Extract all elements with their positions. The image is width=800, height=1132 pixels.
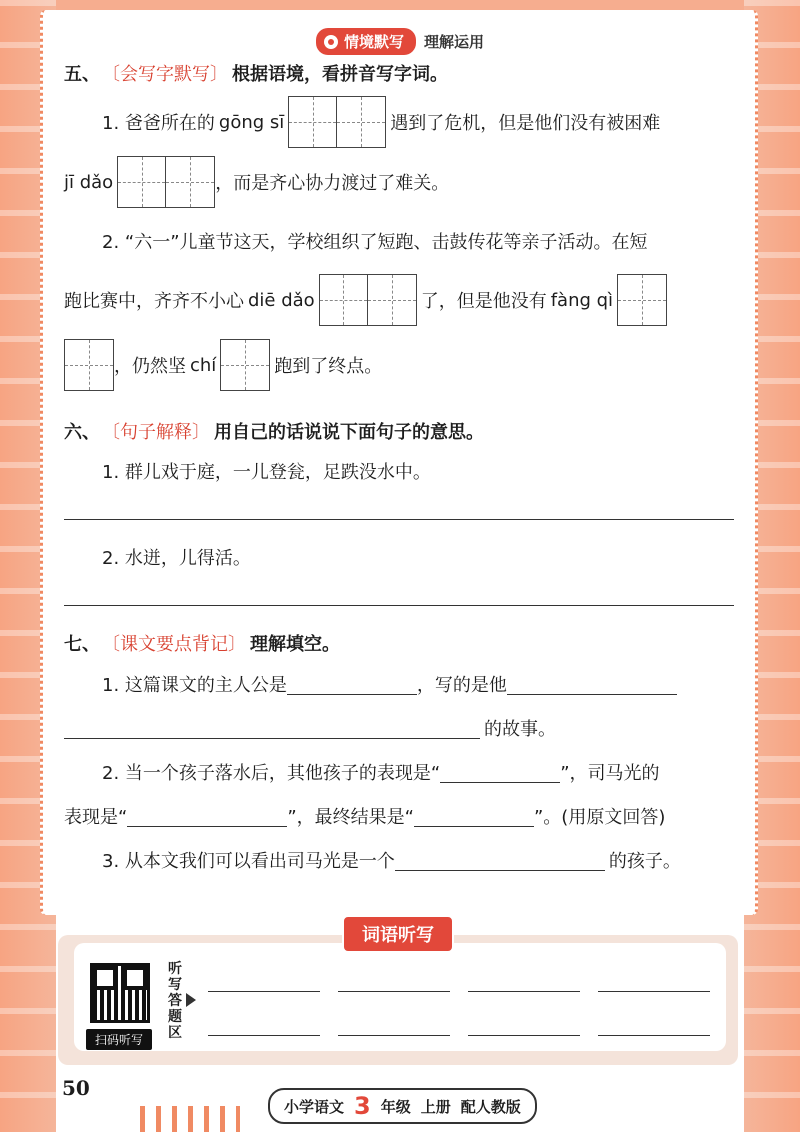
dictation-line[interactable] — [598, 991, 710, 992]
s7-q2-text-d: ”，最终结果是“ — [287, 807, 414, 828]
dictation-line[interactable] — [208, 991, 320, 992]
main-content — [64, 60, 734, 882]
s7-q1-text-c: 的故事。 — [484, 719, 556, 740]
s5-q2-text-a: 2. “六一”儿童节这天，学校组织了短跑、击鼓传花等亲子活动。在短 — [102, 232, 648, 253]
section-7-tag: 〔 课文要点背记 〕 — [102, 630, 246, 656]
s5-q2-text-b: 跑比赛中，齐齐不小心 — [64, 291, 244, 312]
writing-box[interactable] — [65, 340, 113, 390]
writing-box[interactable] — [289, 97, 337, 147]
s5-q1-writing-boxes-1[interactable] — [288, 96, 386, 148]
s6-q1-answer-line[interactable] — [64, 484, 734, 520]
dictation-line[interactable] — [208, 1035, 320, 1036]
s5-q1-line1 — [64, 92, 734, 152]
dictation-line[interactable] — [338, 1035, 450, 1036]
section-5-instruction: 根据语境，看拼音写字词。 — [232, 64, 448, 85]
s7-q2-line1 — [64, 750, 734, 794]
section-5-number: 五、 — [64, 64, 100, 85]
s5-q1-line2 — [64, 152, 734, 212]
writing-box[interactable] — [118, 157, 166, 207]
s5-q2-line1 — [64, 212, 734, 270]
section-7-number: 七、 — [64, 634, 100, 655]
dictation-section — [58, 925, 738, 1065]
edition-label: 配人教版 — [460, 1097, 521, 1116]
s7-q2-text-e: ”。(用原文回答) — [533, 807, 666, 828]
s7-q1-text-b: ，写的是他 — [416, 675, 507, 696]
page-header — [0, 28, 800, 55]
s7-q3-text-b: 的孩子。 — [608, 851, 681, 872]
s7-q2-text-b: ”，司马光的 — [560, 763, 660, 784]
section-7-instruction: 理解填空。 — [250, 634, 340, 655]
clock-icon — [324, 35, 338, 49]
page-number: 50 — [62, 1076, 90, 1100]
writing-box[interactable] — [166, 157, 214, 207]
s7-q2-line2 — [64, 794, 734, 838]
grade-label: 年级 — [380, 1097, 411, 1116]
dictation-title: 词语听写 — [342, 915, 454, 953]
s7-q3-blank[interactable] — [395, 849, 605, 871]
s5-q2-writing-boxes-3[interactable] — [64, 339, 114, 391]
dictation-line[interactable] — [468, 1035, 580, 1036]
s5-q1-text-c: ，而是齐心协力渡过了难关。 — [215, 173, 450, 194]
writing-box[interactable] — [618, 275, 666, 325]
s6-q2-answer-line[interactable] — [64, 570, 734, 606]
s7-q2-blank-1[interactable] — [440, 761, 560, 783]
s7-q1-line2 — [64, 706, 734, 750]
edition-badge — [268, 1088, 537, 1124]
section-6-number: 六、 — [64, 422, 100, 443]
s5-q1-pinyin-2: jī dǎo — [64, 171, 114, 193]
section-5-tag: 〔 会写字默写 〕 — [102, 60, 228, 86]
s7-q1-blank-3[interactable] — [64, 717, 480, 739]
s5-q1-text-b: 遇到了危机，但是他们没有被困难 — [390, 113, 661, 134]
s7-q1-blank-1[interactable] — [287, 673, 417, 695]
writing-box[interactable] — [320, 275, 368, 325]
section-7-title — [64, 630, 734, 656]
s7-q2-blank-2[interactable] — [127, 805, 287, 827]
section-6-title — [64, 418, 734, 444]
s7-q1-blank-2[interactable] — [507, 673, 677, 695]
writing-box[interactable] — [221, 340, 269, 390]
writing-box[interactable] — [337, 97, 385, 147]
header-subtitle: 理解运用 — [424, 33, 485, 51]
s5-q1-writing-boxes-2[interactable] — [117, 156, 215, 208]
s7-q2-text-a: 2. 当一个孩子落水后，其他孩子的表现是“ — [102, 763, 441, 784]
qr-code-icon[interactable] — [90, 963, 150, 1023]
section-5-title — [64, 60, 734, 86]
s7-q3-text-a: 3. 从本文我们可以看出司马光是一个 — [102, 851, 395, 872]
dictation-area-label: 听写答题区 — [168, 961, 182, 1041]
writing-box[interactable] — [368, 275, 416, 325]
dictation-line[interactable] — [338, 991, 450, 992]
s5-q2-line3 — [64, 330, 734, 400]
s5-q2-text-c: 了，但是他没有 — [420, 291, 547, 312]
page-footer — [0, 1068, 800, 1132]
s5-q2-writing-boxes-4[interactable] — [220, 339, 270, 391]
footer-stripes-decoration — [140, 1106, 240, 1132]
subject-label: 小学语文 — [284, 1097, 345, 1116]
s5-q2-pinyin-2: fàng qì — [550, 289, 614, 311]
s5-q2-writing-boxes-1[interactable] — [319, 274, 417, 326]
s5-q1-text-a: 1. 爸爸所在的 — [102, 113, 215, 134]
dictation-line[interactable] — [598, 1035, 710, 1036]
s5-q2-writing-boxes-2[interactable] — [617, 274, 667, 326]
s6-q2: 2. 水迸，儿得活。 — [102, 548, 251, 569]
s5-q1-pinyin-1: gōng sī — [218, 111, 285, 133]
dictation-answer-panel — [74, 943, 726, 1051]
dictation-line[interactable] — [468, 991, 580, 992]
s5-q2-pinyin-1: diē dǎo — [248, 289, 315, 311]
s7-q1-text-a: 1. 这篇课文的主人公是 — [102, 675, 287, 696]
s6-q1: 1. 群儿戏于庭，一儿登瓮，足跌没水中。 — [102, 462, 431, 483]
grade-number: 3 — [354, 1092, 371, 1120]
s7-q3-line — [64, 838, 734, 882]
scan-dictation-label[interactable]: 扫码听写 — [86, 1029, 152, 1050]
arrow-right-icon — [186, 993, 196, 1007]
s5-q2-pinyin-3: chí — [190, 354, 217, 376]
s7-q2-blank-3[interactable] — [414, 805, 534, 827]
s5-q2-text-d: ，仍然坚 — [114, 356, 186, 377]
s5-q2-text-e: 跑到了终点。 — [274, 356, 383, 377]
section-6-instruction: 用自己的话说说下面句子的意思。 — [214, 422, 484, 443]
s7-q1-line1 — [64, 662, 734, 706]
s7-q2-text-c: 表现是“ — [64, 807, 128, 828]
s5-q2-line2 — [64, 270, 734, 330]
volume-label: 上册 — [420, 1097, 451, 1116]
header-pill — [316, 28, 416, 55]
header-pill-label: 情境默写 — [343, 33, 404, 51]
section-6-tag: 〔 句子解释 〕 — [102, 418, 210, 444]
